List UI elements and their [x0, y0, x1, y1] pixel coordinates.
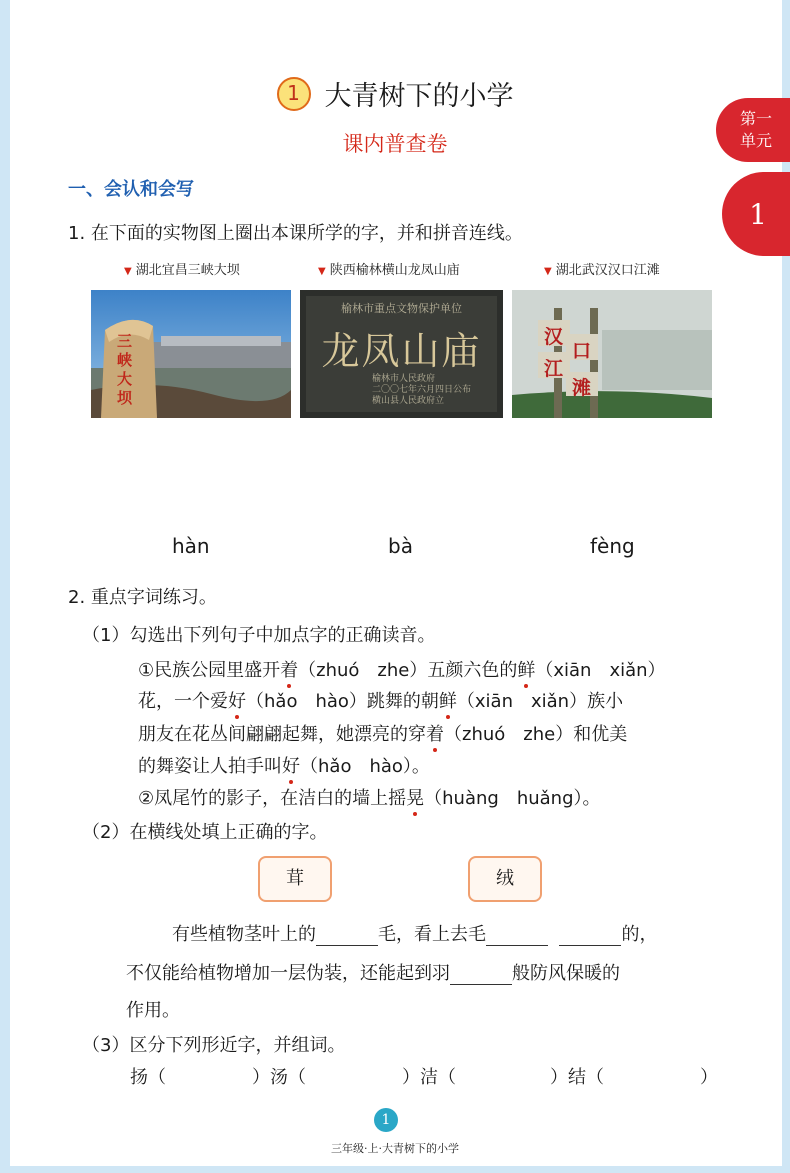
lesson-number-badge: 1 [277, 77, 311, 111]
question-2-3-instruction: （3）区分下列形近字，并组词。 [82, 1035, 346, 1056]
photo-hankou-riverside [512, 290, 712, 418]
dotted-char: 鲜 [439, 687, 457, 713]
fill-line-3: 作用。 [126, 1000, 180, 1021]
photo-three-gorges-dam [91, 290, 291, 418]
reading-line-4: 的舞姿让人拍手叫好（hǎo hào）。 [138, 752, 430, 778]
dotted-char: 鲜 [517, 656, 535, 682]
unit-tab-label: 第一 单元 [739, 109, 772, 150]
dotted-char: 好 [228, 687, 246, 713]
sign-char-2: 口 [572, 340, 592, 362]
reading-line-3: 朋友在花丛间翩翩起舞，她漂亮的穿着（zhuó zhe）和优美 [138, 720, 627, 746]
question-2-1-instruction: （1）勾选出下列句子中加点字的正确读音。 [82, 625, 436, 646]
photo-caption-2: ▼ 陕西榆林横山龙凤山庙 [318, 263, 460, 278]
pinyin-choice[interactable]: （huàng huǎng）。 [424, 788, 601, 809]
compound-item-3[interactable]: ）洁（ [402, 1067, 456, 1088]
unit-number-tab: 1 [722, 172, 790, 256]
question-2-2-instruction: （2）在横线处填上正确的字。 [82, 822, 328, 843]
section-heading: 一、会认和会写 [68, 179, 194, 200]
photo-longfeng-temple [300, 290, 503, 418]
sign-char-4: 滩 [572, 377, 592, 399]
pinyin-option-1[interactable]: hàn [172, 534, 210, 558]
blank-input[interactable] [486, 927, 548, 946]
blank-input[interactable] [316, 927, 378, 946]
lesson-title: 大青树下的小学 [324, 81, 514, 112]
question-2-prompt: 2. 重点字词练习。 [68, 587, 217, 608]
pinyin-option-2[interactable]: bà [388, 534, 413, 558]
unit-tab [716, 98, 790, 162]
blank-input[interactable] [559, 927, 621, 946]
compound-item-2[interactable]: ）汤（ [252, 1067, 306, 1088]
blank-input[interactable] [450, 966, 512, 985]
page-number-badge: 1 [374, 1108, 398, 1132]
question-1-prompt: 1. 在下面的实物图上圈出本课所学的字，并和拼音连线。 [68, 223, 523, 244]
fill-line-2: 不仅能给植物增加一层伪装，还能起到羽 般防风保暖的 [126, 963, 620, 984]
pinyin-choice[interactable]: （xiān xiǎn） [535, 660, 666, 681]
worksheet-subtitle: 课内普查卷 [342, 132, 448, 156]
pinyin-choice[interactable]: （xiān xiǎn）族小 [456, 691, 624, 712]
tablet-main-text: 龙凤山庙 [321, 329, 482, 373]
pinyin-choice[interactable]: （zhuó zhe）五颜六色的 [298, 660, 518, 681]
lesson-title-row [0, 74, 790, 113]
sign-char-3: 江 [544, 358, 564, 380]
dam-sign-text: 三峡大坝 [117, 332, 133, 407]
reading-line-1: ①民族公园里盛开着（zhuó zhe）五颜六色的鲜（xiān xiǎn） [138, 656, 666, 682]
dotted-char: 着 [280, 656, 298, 682]
word-box-2: 绒 [468, 856, 542, 902]
riverside-scene-image [512, 290, 712, 418]
compound-item-1[interactable]: 扬（ [130, 1067, 166, 1088]
photo-caption-1: ▼ 湖北宜昌三峡大坝 [124, 263, 240, 278]
reading-line-2: 花，一个爱好（hǎo hào）跳舞的朝鲜（xiān xiǎn）族小 [138, 687, 623, 713]
compound-item-close: ） [700, 1067, 718, 1088]
fill-line-1: 有些植物茎叶上的 毛，看上去毛 的， [172, 924, 658, 945]
word-box-1: 茸 [258, 856, 332, 902]
sign-char-1: 汉 [544, 326, 564, 348]
compound-item-4[interactable]: ）结（ [550, 1067, 604, 1088]
pinyin-choice[interactable]: （hǎo hào）。 [300, 756, 430, 777]
pinyin-choice[interactable]: （zhuó zhe）和优美 [444, 724, 628, 745]
triangle-icon: ▼ [124, 266, 132, 277]
dotted-char: 晃 [406, 784, 424, 810]
triangle-icon: ▼ [318, 266, 326, 277]
dotted-char: 着 [426, 720, 444, 746]
dotted-char: 好 [282, 752, 300, 778]
tablet-top-text: 榆林市重点文物保护单位 [341, 302, 462, 315]
footer-caption: 三年级·上·大青树下的小学 [331, 1142, 459, 1155]
photo-caption-3: ▼ 湖北武汉汉口江滩 [544, 263, 660, 278]
pinyin-option-3[interactable]: fèng [590, 534, 635, 558]
tablet-bottom-text: 榆林市人民政府 二〇〇七年六月四日公布 横山县人民政府立 [372, 374, 472, 406]
reading-line-5: ②凤尾竹的影子，在洁白的墙上摇晃（huàng huǎng）。 [138, 784, 601, 810]
triangle-icon: ▼ [544, 266, 552, 277]
pinyin-choice[interactable]: （hǎo hào）跳舞的朝 [246, 691, 439, 712]
